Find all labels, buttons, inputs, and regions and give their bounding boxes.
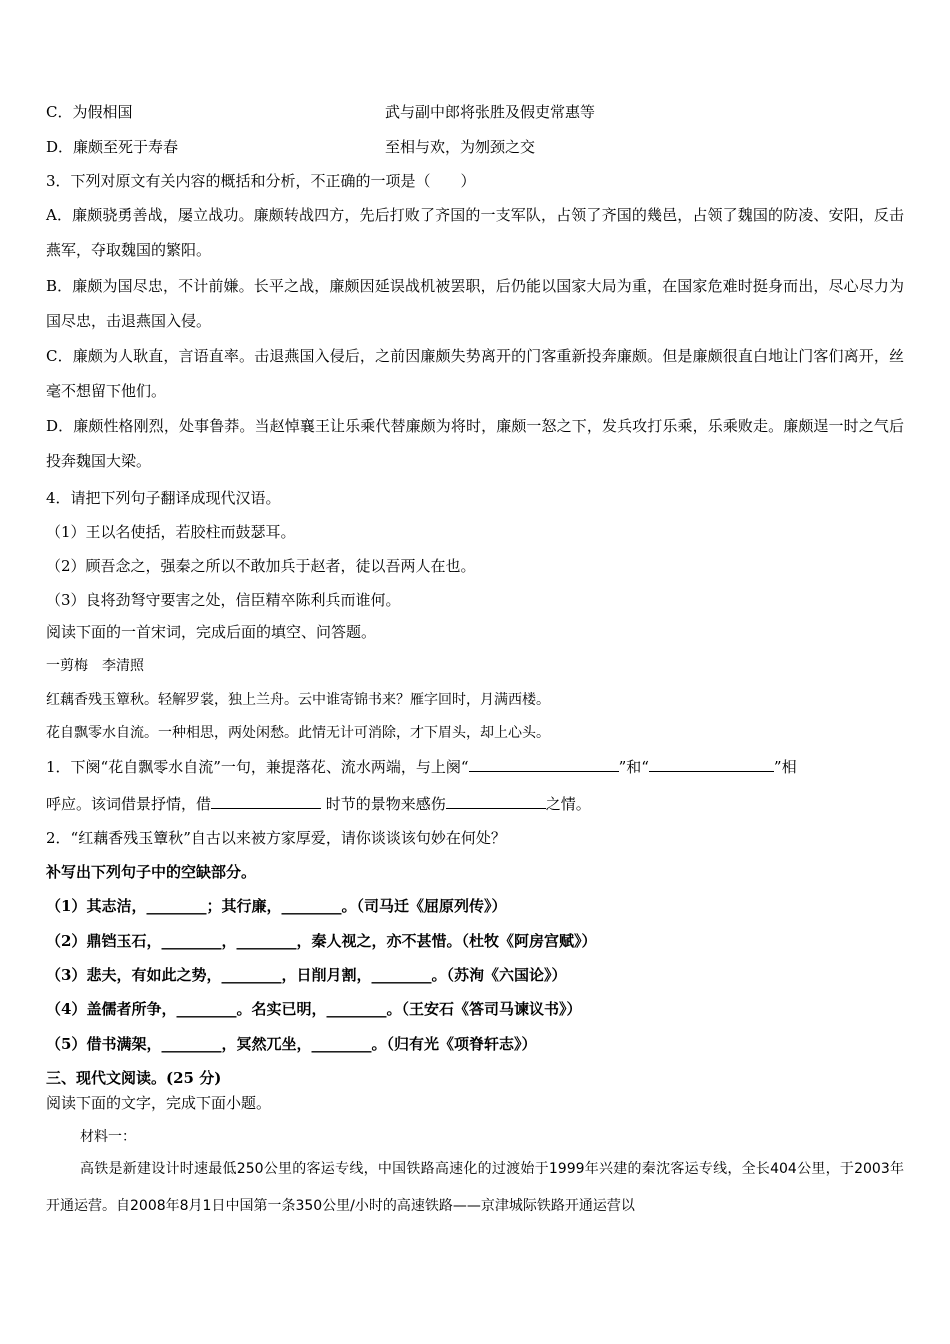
material-paragraph: 高铁是新建设计时速最低250公里的客运专线，中国铁路高速化的过渡始于1999年兴建的秦沈客运专线，全长404公里，于2003年开通运营。自2008年8月1日中国第一条350公里/小时的高速铁路——京津城际铁路开通运营以 [46,1161,904,1214]
q2-option-d: D．廉颇至死于寿春 至相与欢，为刎颈之交 [46,138,536,156]
material-label: 材料一： [80,1129,136,1145]
q3-option-a: A．廉颇骁勇善战，屡立战功。廉颇转战四方，先后打败了齐国的一支军队，占领了齐国的幾邑，占领了魏国的防凌、安阳，反击燕军，夺取魏国的繁阳。 [46,206,904,259]
poem-line-1: 红藕香残玉簟秋。轻解罗裳，独上兰舟。云中谁寄锦书来？雁字回时，月满西楼。 [46,692,550,708]
section3-heading: 三、现代文阅读。(25 分) [46,1069,222,1087]
q4-item-3: （3）良将劲弩守要害之处，信臣精卒陈利兵而谁何。 [46,591,401,609]
answer-blank[interactable] [211,794,321,809]
q2-option-c: C．为假相国 武与副中郎将张胜及假吏常惠等 [46,103,596,121]
poem-title: 一剪梅 李清照 [46,658,144,674]
answer-blank[interactable] [649,757,774,772]
answer-blank[interactable] [446,794,546,809]
q3-option-c: C．廉颇为人耿直，言语直率。击退燕国入侵后，之前因廉颇失势离开的门客重新投奔廉颇。但是廉颇很直白地让门客们离开，丝毫不想留下他们。 [46,347,904,400]
poem-q1-line2: 呼应。该词借景抒情，借 时节的景物来感伤 之情。 [46,795,591,813]
poem-line-2: 花自飘零水自流。一种相思，两处闲愁。此情无计可消除，才下眉头，却上心头。 [46,725,550,741]
q4-item-1: （1）王以名使括，若胶柱而鼓瑟耳。 [46,523,296,541]
answer-blank[interactable] [469,757,619,772]
fill-item-2: （2）鼎铛玉石，________，________，秦人视之，亦不甚惜。（杜牧《阿房宫赋》） [46,932,597,950]
q3-option-d: D．廉颇性格刚烈，处事鲁莽。当赵悼襄王让乐乘代替廉颇为将时，廉颇一怒之下，发兵攻打乐乘，乐乘败走。廉颇逞一时之气后投奔魏国大梁。 [46,417,904,470]
q4-item-2: （2）顾吾念之，强秦之所以不敢加兵于赵者，徒以吾两人在也。 [46,557,476,575]
fill-item-3: （3）悲夫，有如此之势，________，日削月割，________。（苏洵《六国论》） [46,966,567,984]
fill-item-5: （5）借书满架，________，冥然兀坐，________。（归有光《项脊轩志》） [46,1035,537,1053]
q4-stem: 4．请把下列句子翻译成现代汉语。 [46,489,281,507]
section3-intro: 阅读下面的文字，完成下面小题。 [46,1094,272,1112]
fill-item-4: （4）盖儒者所争，________。名实已明，________。（王安石《答司马谏议书》） [46,1000,582,1018]
fill-item-1: （1）其志洁，________；其行廉，________。（司马迁《屈原列传》） [46,897,507,915]
q3-stem: 3．下列对原文有关内容的概括和分析，不正确的一项是（ ） [46,172,476,190]
poem-intro: 阅读下面的一首宋词，完成后面的填空、问答题。 [46,623,377,641]
q3-option-b: B．廉颇为国尽忠，不计前嫌。长平之战，廉颇因延误战机被罢职，后仍能以国家大局为重，在国家危难时挺身而出，尽心尽力为国尽忠，击退燕国入侵。 [46,277,904,330]
poem-q2: 2．“红藕香残玉簟秋”自古以来被方家厚爱，请你谈谈该句妙在何处？ [46,829,506,847]
poem-q1-line1: 1．下阕“花自飘零水自流”一句，兼提落花、流水两端，与上阕“ ”和“ ”相 [46,758,797,776]
fill-title: 补写出下列句子中的空缺部分。 [46,863,257,881]
